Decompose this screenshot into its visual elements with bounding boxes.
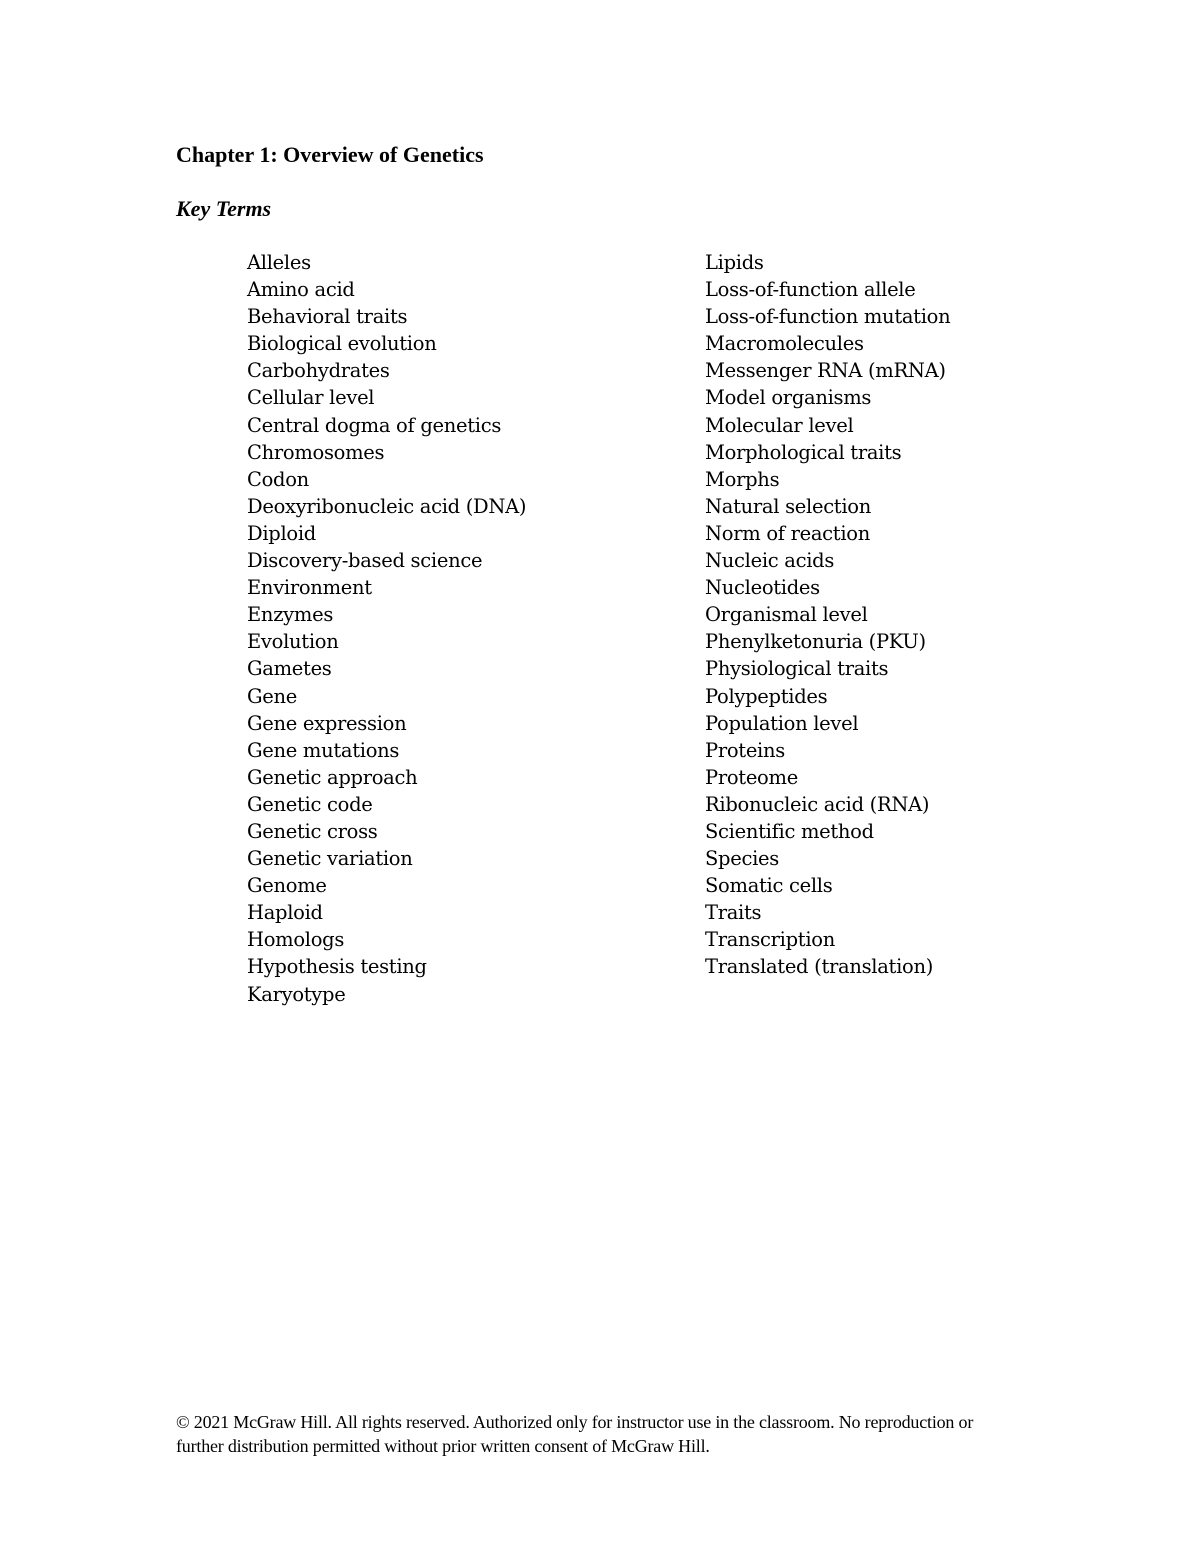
term-item: Evolution [247,630,339,654]
copyright-footer: © 2021 McGraw Hill. All rights reserved. Authorized only for instructor use in the classroom. No reproduction or further distribution permitted without prior written consent of McGraw Hill. [176,1412,974,1456]
term-item: Phenylketonuria (PKU) [705,630,926,654]
term-item: Diploid [247,521,316,545]
term-item: Haploid [247,901,323,925]
term-item: Discovery-based science [247,549,483,573]
term-item: Scientific method [705,819,874,843]
term-item: Genome [247,874,327,898]
term-item: Behavioral traits [247,305,408,329]
term-item: Homologs [247,928,345,952]
term-item: Deoxyribonucleic acid (DNA) [247,494,527,518]
term-item: Morphological traits [705,440,902,464]
term-item: Alleles [247,251,311,274]
section-heading: Key Terms [176,196,272,221]
term-item: Genetic variation [247,847,413,871]
term-item: Species [705,847,779,871]
term-item: Traits [705,901,762,925]
term-item: Transcription [705,928,835,952]
term-item: Loss-of-function allele [705,278,916,302]
term-item: Genetic approach [247,765,418,789]
term-item: Translated (translation) [705,955,934,979]
term-item: Central dogma of genetics [247,413,502,437]
key-terms-right-column [705,249,950,981]
term-item: Nucleotides [705,576,820,600]
term-item: Proteins [705,738,785,762]
term-item: Ribonucleic acid (RNA) [705,792,930,816]
term-item: Chromosomes [247,440,385,464]
term-item: Cellular level [247,386,375,410]
term-item: Biological evolution [247,332,437,356]
term-item: Amino acid [247,278,355,302]
term-item: Enzymes [247,603,334,627]
term-item: Macromolecules [705,332,864,356]
term-item: Gene expression [247,711,407,735]
term-item: Genetic code [247,792,373,816]
term-item: Codon [247,467,309,491]
term-item: Norm of reaction [705,521,870,545]
term-item: Carbohydrates [247,359,390,383]
term-item: Physiological traits [705,657,889,681]
term-item: Natural selection [705,494,871,518]
term-item: Somatic cells [705,874,833,898]
term-item: Gene [247,684,298,708]
term-item: Organismal level [705,603,868,627]
term-item: Messenger RNA (mRNA) [705,359,946,383]
term-item: Polypeptides [705,684,828,708]
term-item: Loss-of-function mutation [705,305,951,329]
term-item: Lipids [705,251,764,274]
term-item: Karyotype [247,982,346,1006]
term-item: Environment [247,576,372,600]
term-item: Nucleic acids [705,549,835,573]
term-item: Model organisms [705,386,872,410]
term-item: Gametes [247,657,332,681]
term-item: Gene mutations [247,738,400,762]
term-item: Molecular level [705,413,854,437]
term-item: Morphs [705,467,780,491]
key-terms-left-column [247,249,526,1008]
page-title: Chapter 1: Overview of Genetics [176,142,484,167]
term-item: Proteome [705,765,798,789]
term-item: Hypothesis testing [247,955,427,979]
term-item: Genetic cross [247,819,378,843]
term-item: Population level [705,711,859,735]
